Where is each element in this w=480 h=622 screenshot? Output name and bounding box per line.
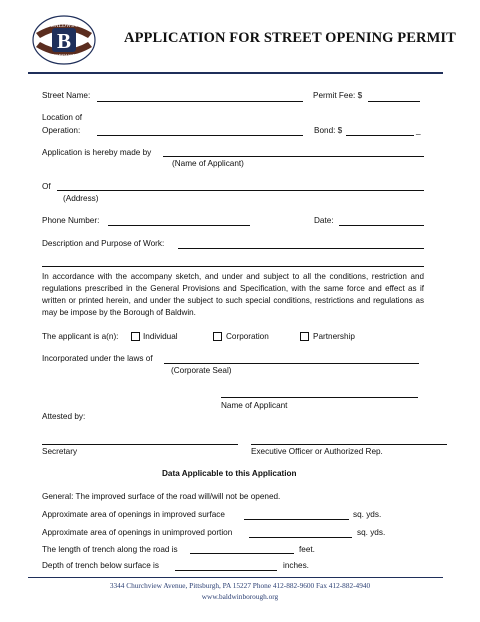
corporate-seal-caption: (Corporate Seal) (171, 366, 232, 375)
bond-label: Bond: $ (314, 126, 343, 135)
street-name-field[interactable] (97, 101, 303, 102)
individual-checkbox[interactable] (131, 332, 140, 341)
executive-label: Executive Officer or Authorized Rep. (251, 447, 383, 456)
page-title: APPLICATION FOR STREET OPENING PERMIT (124, 30, 456, 46)
phone-field[interactable] (108, 225, 250, 226)
trench-length-field[interactable] (190, 553, 294, 554)
address-field[interactable] (57, 190, 424, 191)
borough-logo (30, 14, 98, 66)
name-of-applicant-caption: (Name of Applicant) (172, 159, 244, 168)
applicant-name-field[interactable] (163, 156, 424, 157)
permit-fee-label: Permit Fee: $ (313, 91, 363, 100)
bond-suffix: _ (416, 126, 421, 135)
trench-depth-field[interactable] (175, 570, 277, 571)
logo-text-bottom: BOROUGH (51, 54, 77, 60)
data-section-heading: Data Applicable to this Application (162, 469, 297, 478)
executive-signature-line[interactable] (251, 444, 447, 445)
unimproved-area-unit: sq. yds. (357, 528, 386, 537)
corporation-option-label: Corporation (226, 332, 269, 341)
logo-letter: B (56, 29, 72, 53)
application-made-by-label: Application is hereby made by (42, 148, 152, 157)
date-label: Date: (314, 216, 334, 225)
header-divider (28, 72, 443, 74)
general-statement: General: The improved surface of the road will/will not be opened. (42, 492, 281, 501)
improved-area-field[interactable] (244, 519, 349, 520)
unimproved-area-label: Approximate area of openings in unimproved portion (42, 528, 233, 537)
partnership-option-label: Partnership (313, 332, 355, 341)
secretary-signature-line[interactable] (42, 444, 238, 445)
footer-address: 3344 Churchview Avenue, Pittsburgh, PA 15227 Phone 412-882-9600 Fax 412-882-4940 (109, 581, 371, 590)
applicant-type-label: The applicant is a(n): (42, 332, 119, 341)
street-name-label: Street Name: (42, 91, 91, 100)
trench-length-label: The length of trench along the road is (42, 545, 178, 554)
description-field-line2[interactable] (42, 266, 424, 267)
individual-option-label: Individual (143, 332, 178, 341)
location-field[interactable] (97, 135, 303, 136)
applicant-signature-line[interactable] (221, 397, 418, 398)
footer-website[interactable]: www.baldwinborough.org (201, 592, 279, 601)
location-label-line2: Operation: (42, 126, 81, 135)
date-field[interactable] (339, 225, 424, 226)
incorporated-label: Incorporated under the laws of (42, 354, 153, 363)
logo-year: 1950 (41, 40, 49, 44)
incorporated-field[interactable] (164, 363, 419, 364)
permit-fee-field[interactable] (368, 101, 420, 102)
secretary-label: Secretary (42, 447, 78, 456)
name-of-applicant-label: Name of Applicant (221, 401, 288, 410)
unimproved-area-field[interactable] (249, 537, 352, 538)
trench-length-unit: feet. (299, 545, 315, 554)
attested-by-label: Attested by: (42, 412, 86, 421)
description-label: Description and Purpose of Work: (42, 239, 165, 248)
location-label-line1: Location of (42, 113, 83, 122)
agreement-paragraph: In accordance with the accompany sketch, and under and subject to all the conditions, restriction and regulations prescribed in the General Provisions and Specification, with the same force and effect as if written or printed herein, and under the subject to such special conditions, restrictions and regulations as may be impose by the Borough of Baldwin. (42, 272, 424, 317)
trench-depth-label: Depth of trench below surface is (42, 561, 159, 570)
of-label: Of (42, 182, 51, 191)
footer-divider (28, 577, 443, 578)
improved-area-label: Approximate area of openings in improved surface (42, 510, 225, 519)
logo-text-top: BALDWIN (51, 23, 77, 29)
phone-label: Phone Number: (42, 216, 100, 225)
bond-field[interactable] (346, 135, 414, 136)
borough-seal-icon (30, 14, 98, 66)
trench-depth-unit: inches. (283, 561, 309, 570)
partnership-checkbox[interactable] (300, 332, 309, 341)
corporation-checkbox[interactable] (213, 332, 222, 341)
improved-area-unit: sq. yds. (353, 510, 382, 519)
description-field-line1[interactable] (178, 248, 424, 249)
address-caption: (Address) (63, 194, 99, 203)
